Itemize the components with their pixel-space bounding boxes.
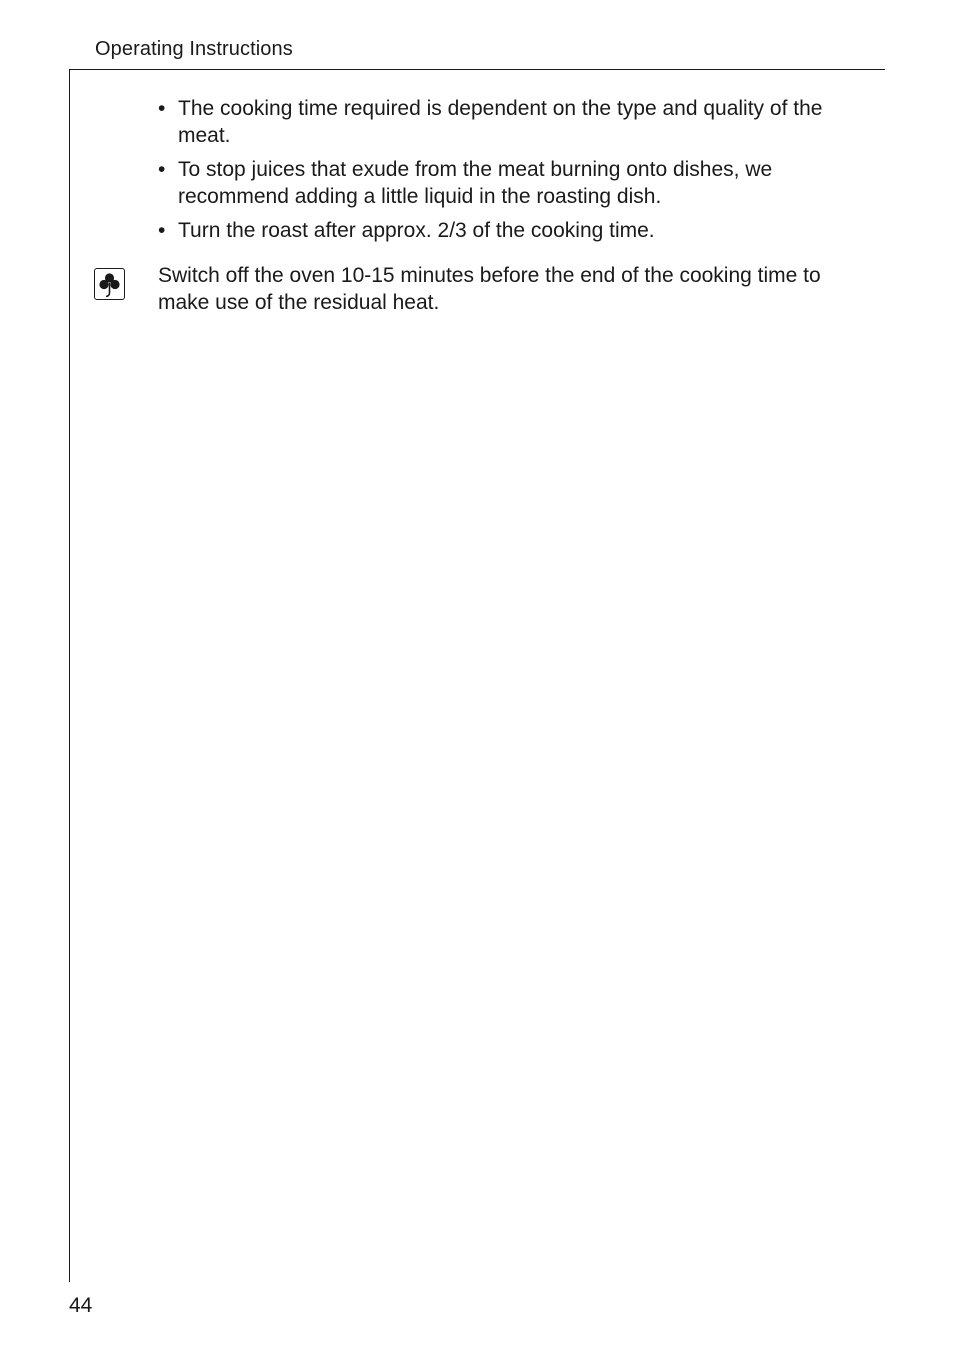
tip-text: Switch off the oven 10-15 minutes before the end of the cooking time to make use of the residual heat. bbox=[158, 264, 821, 314]
list-item bbox=[158, 217, 870, 244]
bullet-text: Turn the roast after approx. 2/3 of the cooking time. bbox=[178, 219, 655, 242]
clover-leaf-icon bbox=[94, 268, 125, 300]
running-header: Operating Instructions bbox=[95, 38, 293, 60]
bullet-mark: • bbox=[158, 219, 166, 242]
bullet-text: The cooking time required is dependent on the type and quality of the meat. bbox=[178, 97, 823, 147]
bullet-text: To stop juices that exude from the meat burning onto dishes, we recommend adding a little liquid in the roasting dish. bbox=[178, 158, 773, 208]
bullet-mark: • bbox=[158, 158, 166, 181]
page-number: 44 bbox=[69, 1294, 93, 1317]
header-rule bbox=[69, 69, 885, 70]
list-item bbox=[158, 95, 870, 149]
bullet-mark: • bbox=[158, 97, 166, 120]
bullet-list bbox=[158, 95, 870, 251]
margin-rule bbox=[69, 69, 70, 1282]
list-item bbox=[158, 156, 870, 210]
